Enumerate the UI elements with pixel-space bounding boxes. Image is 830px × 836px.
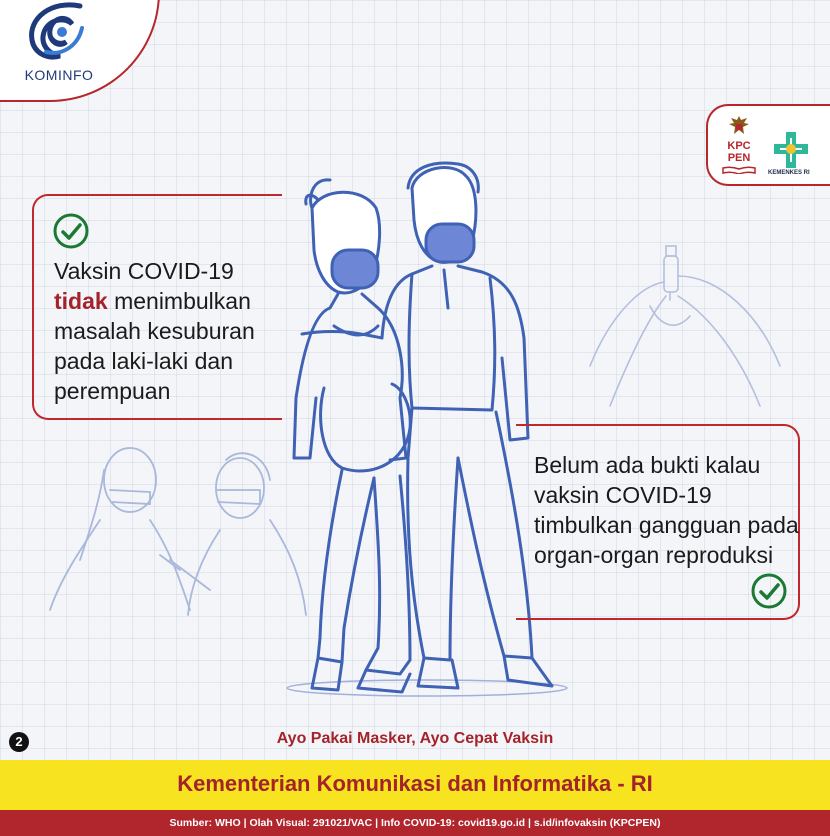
kemenkes-logo-text: KEMENKES RI (768, 170, 810, 176)
emphasis-word: tidak (54, 288, 108, 314)
kpcpen-logo-text: KPC PEN (727, 140, 751, 164)
kominfo-logo-icon (22, 0, 92, 62)
garuda-emblem-icon (728, 114, 750, 138)
check-circle-icon (52, 212, 90, 250)
kemenkes-logo-icon (772, 130, 810, 170)
slogan: Ayo Pakai Masker, Ayo Cepat Vaksin (276, 730, 554, 747)
check-circle-icon (750, 572, 788, 610)
page-number-badge: 2 (9, 732, 29, 752)
book-icon (722, 166, 756, 174)
sources-text: Sumber: WHO | Olah Visual: 291021/VAC | Info COVID-19: covid19.go.id | s.id/infovaksin (KPCPEN) (169, 817, 661, 829)
fact-text-reproductive: Belum ada bukti kalau vaksin COVID-19 timbulkan gangguan pada organ-organ reproduksi (534, 452, 799, 568)
fact-text-fertility: Vaksin COVID-19 tidak menimbulkan masalah kesuburan pada laki-laki dan perempuan (54, 258, 255, 404)
kominfo-logo-text: KOMINFO (24, 67, 94, 83)
partner-logos (706, 104, 830, 186)
health-workers-sketch (40, 440, 310, 620)
hands-vial-sketch (580, 236, 790, 412)
ministry-name: Kementerian Komunikasi dan Informatika - RI (177, 771, 653, 796)
